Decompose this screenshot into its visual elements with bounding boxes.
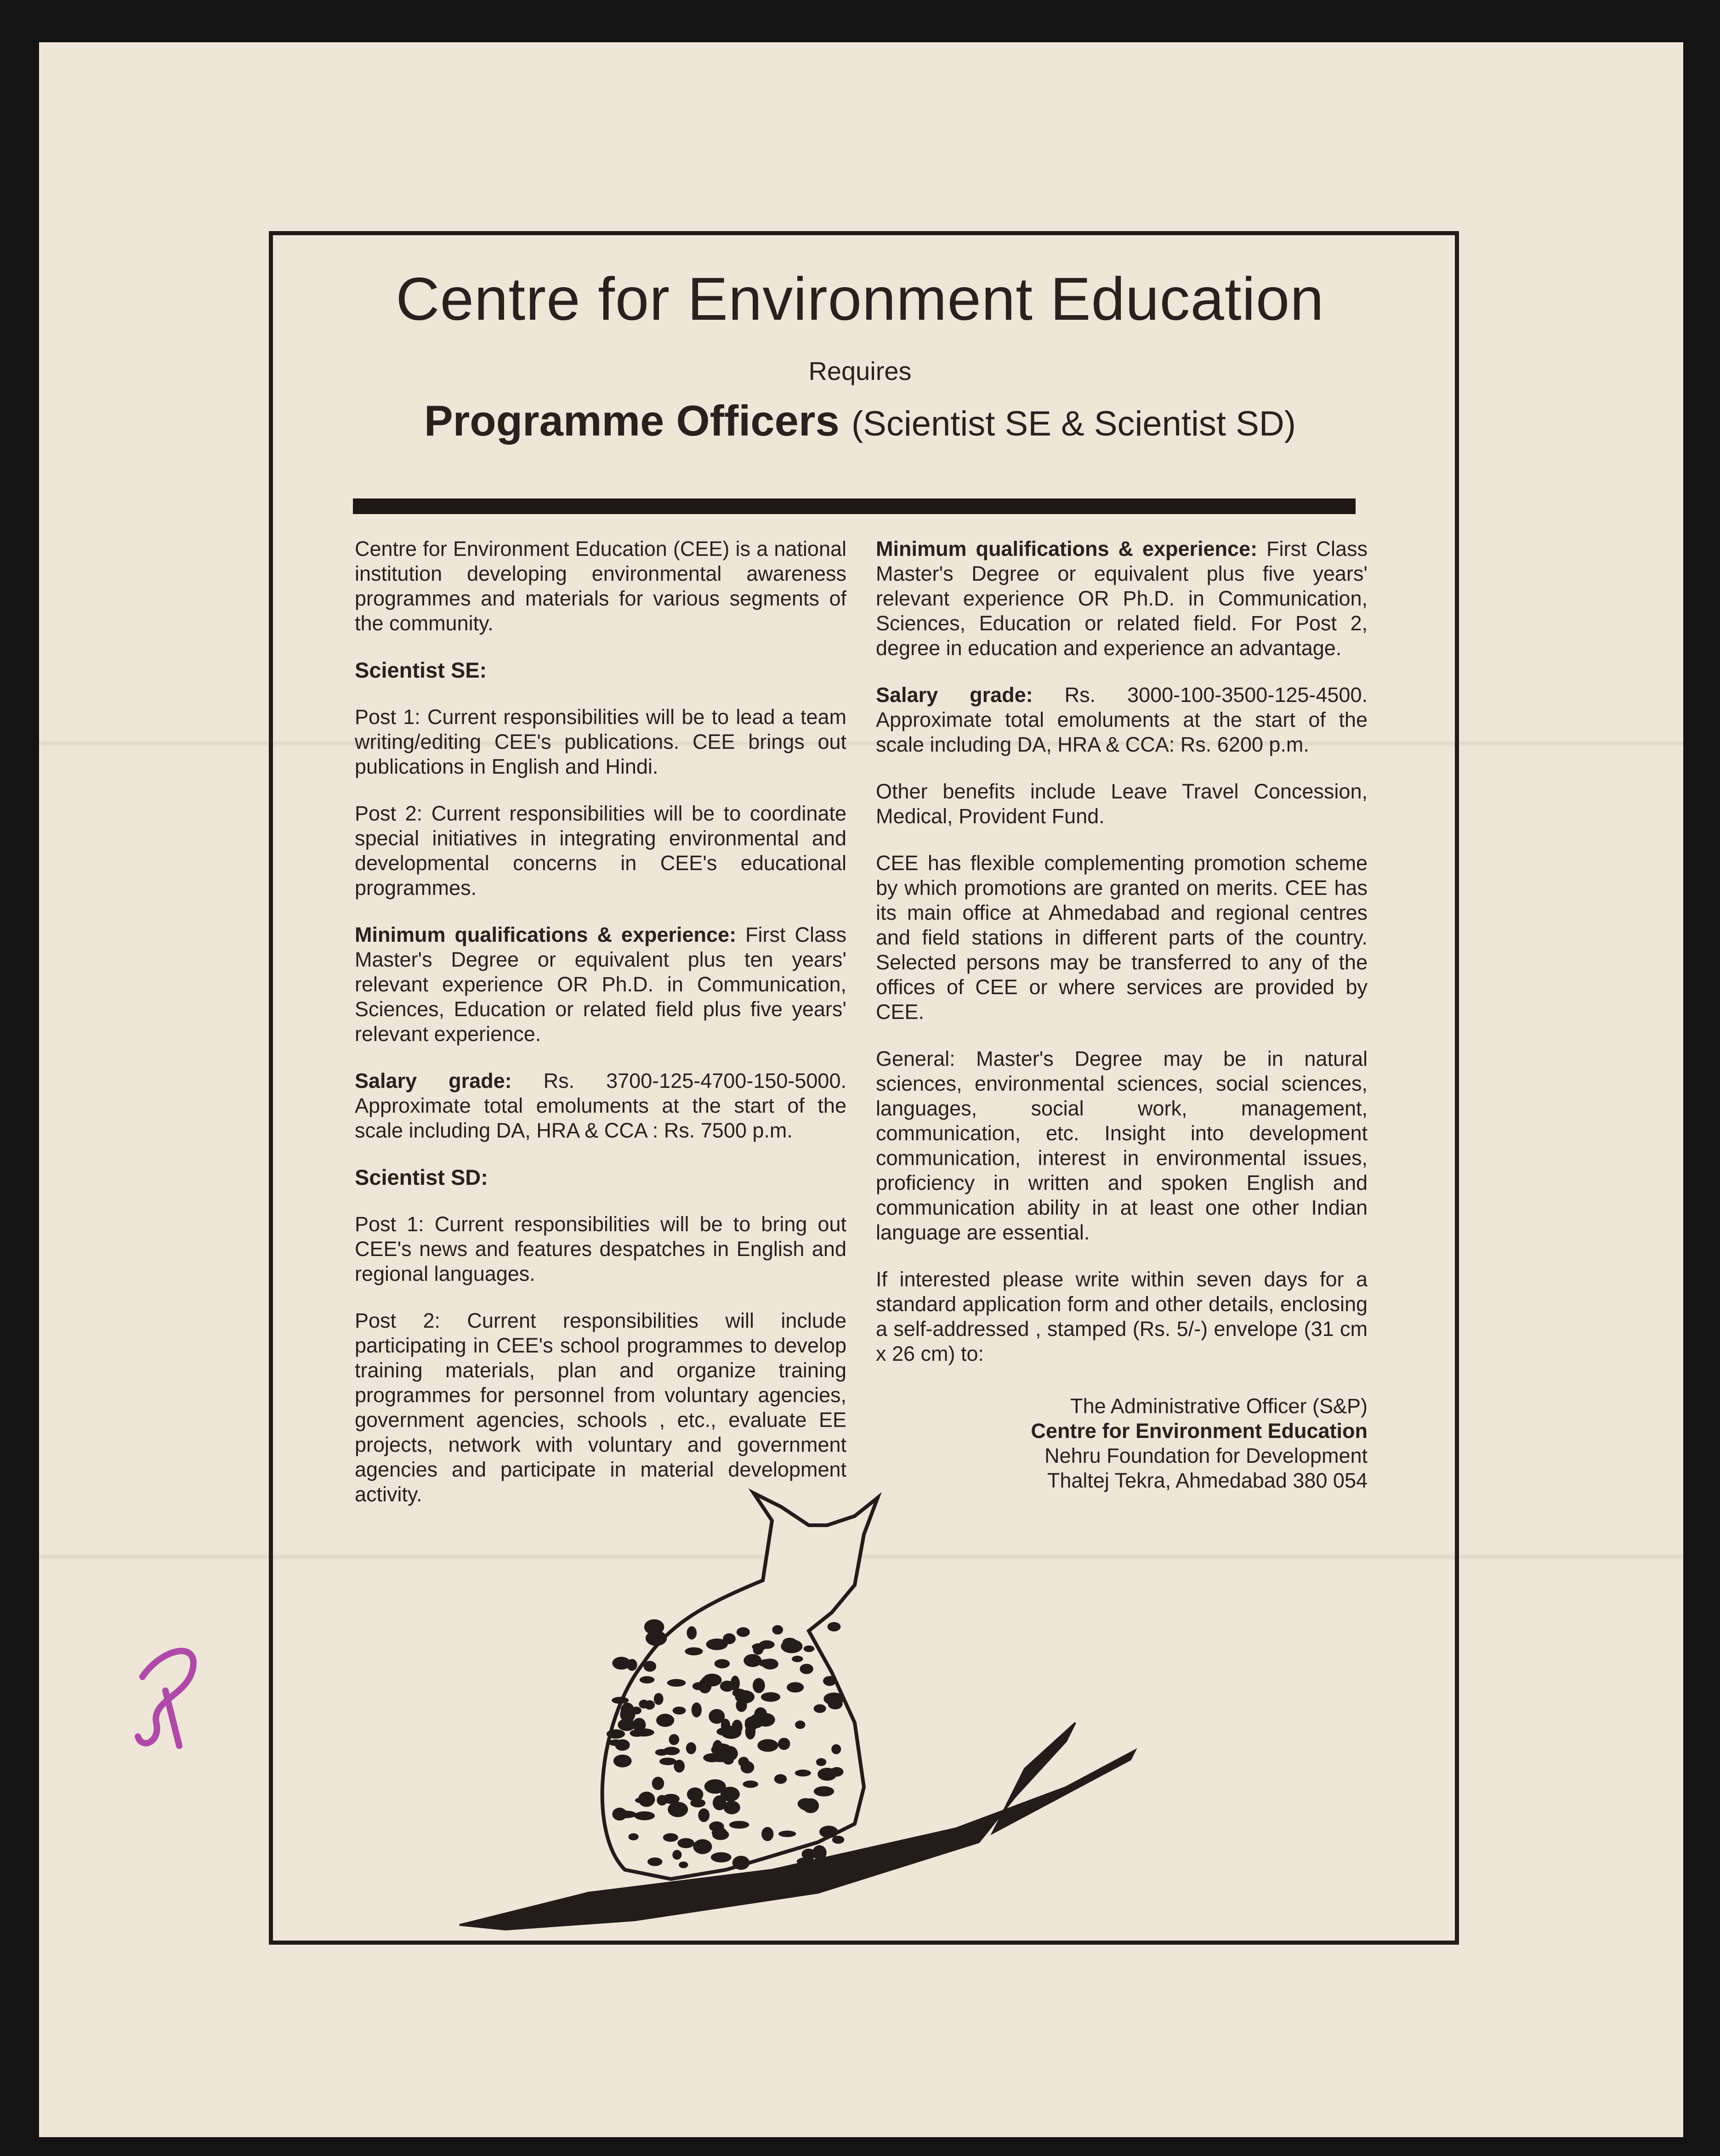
right-column bbox=[876, 537, 1368, 1515]
cat-spot bbox=[814, 1786, 834, 1796]
scientist-se-heading: Scientist SE: bbox=[355, 658, 487, 682]
cat-spot bbox=[800, 1664, 813, 1674]
divider-bar bbox=[353, 498, 1356, 514]
cat-spot bbox=[830, 1767, 843, 1777]
cat-spot bbox=[823, 1676, 836, 1686]
cat-spot bbox=[662, 1794, 680, 1804]
address-line2: Centre for Environment Education bbox=[1031, 1419, 1368, 1443]
position-detail: (Scientist SE & Scientist SD) bbox=[851, 404, 1296, 443]
cat-spot bbox=[831, 1744, 841, 1754]
cat-spot bbox=[667, 1679, 686, 1687]
sd-post2: Post 2: Current responsibilities will include participating in CEE's school programmes to develop training materials, plan and organize training programmes for personnel from voluntary agencies, government agencies, schools , etc., evaluate EE projects, network with voluntary and government agencies and participate in material development activity. bbox=[355, 1309, 846, 1506]
cat-spot bbox=[656, 1714, 674, 1727]
cat-spot bbox=[672, 1850, 681, 1860]
cat-spot bbox=[692, 1703, 702, 1718]
cat-spot bbox=[693, 1682, 705, 1690]
cat-spot bbox=[686, 1742, 696, 1754]
cat-spot bbox=[693, 1839, 712, 1854]
cat-spot bbox=[633, 1718, 646, 1732]
cat-spot bbox=[743, 1781, 758, 1788]
cat-spot bbox=[711, 1743, 732, 1756]
cat-spot bbox=[715, 1659, 730, 1668]
cat-spot bbox=[823, 1692, 844, 1705]
cat-spot bbox=[706, 1639, 728, 1650]
cat-spot bbox=[698, 1808, 710, 1822]
cat-spot bbox=[709, 1709, 725, 1724]
cat-spot bbox=[634, 1811, 655, 1820]
cat-spot bbox=[757, 1739, 778, 1752]
cat-spot bbox=[663, 1833, 678, 1842]
cat-spot bbox=[731, 1675, 740, 1691]
cat-spot bbox=[687, 1626, 697, 1640]
cat-spot bbox=[627, 1659, 637, 1671]
cat-spot bbox=[659, 1758, 676, 1765]
cat-spot bbox=[613, 1754, 632, 1767]
se-salary bbox=[355, 1069, 846, 1143]
cat-spot bbox=[607, 1729, 625, 1738]
cat-spot bbox=[737, 1627, 750, 1637]
cat-spot bbox=[795, 1720, 805, 1729]
cat-spot bbox=[787, 1682, 804, 1693]
cat-spot bbox=[679, 1862, 688, 1868]
cat-spot bbox=[735, 1690, 755, 1703]
cat-spot bbox=[761, 1827, 773, 1841]
cat-spot bbox=[828, 1622, 841, 1631]
position-bold: Programme Officers bbox=[424, 396, 840, 445]
cat-spot bbox=[716, 1828, 727, 1839]
se-salary-label: Salary grade: bbox=[355, 1069, 512, 1092]
cat-spot bbox=[753, 1646, 763, 1655]
cat-spot bbox=[663, 1747, 680, 1755]
cat-spot bbox=[630, 1730, 644, 1737]
cat-spot bbox=[761, 1692, 780, 1702]
cat-spot bbox=[753, 1678, 765, 1693]
se-qual-label: Minimum qualifications & experience: bbox=[355, 923, 737, 946]
general-paragraph: General: Master's Degree may be in natural sciences, environmental sciences, social sciences, languages, social work, management, communication, etc. Insight into development communication, interest in environmental issues, proficiency in written and spoken English and communication ability in at least one other Indian language are essential. bbox=[876, 1047, 1368, 1244]
cat-spot bbox=[723, 1801, 740, 1814]
sd-post1: Post 1: Current responsibilities will be to bring out CEE's news and features despatches in English and regional languages. bbox=[355, 1212, 846, 1285]
intro-paragraph: Centre for Environment Education (CEE) is a national institution developing environmental awareness programmes and materials for various segments of the community. bbox=[355, 537, 846, 635]
cat-spot bbox=[772, 1625, 783, 1635]
cat-spot bbox=[638, 1792, 655, 1807]
benefits-paragraph: Other benefits include Leave Travel Concession, Medical, Provident Fund. bbox=[876, 780, 1368, 828]
left-column bbox=[355, 537, 846, 1529]
sd-salary-label: Salary grade: bbox=[876, 683, 1033, 707]
address-line1: The Administrative Officer (S&P) bbox=[1070, 1394, 1368, 1418]
cat-spot bbox=[716, 1728, 731, 1736]
cat-spot bbox=[644, 1700, 655, 1710]
cat-spot bbox=[816, 1758, 826, 1766]
scientist-sd-heading: Scientist SD: bbox=[355, 1165, 488, 1189]
se-post1: Post 1: Current responsibilities will be to lead a team writing/editing CEE's publications. CEE brings out publications in English and Hindi. bbox=[355, 705, 846, 778]
cat-spot bbox=[732, 1856, 750, 1870]
cat-spot bbox=[612, 1697, 629, 1703]
cat-spot bbox=[643, 1661, 656, 1672]
requires-label: Requires bbox=[808, 357, 912, 385]
sd-salary-text: Rs. 3000-100-3500-125-4500. Approximate total emoluments at the start of the scale including DA, HRA & CCA: Rs. 6200 p.m. bbox=[876, 683, 1368, 756]
cat-spot bbox=[644, 1619, 664, 1635]
cat-spot bbox=[774, 1774, 787, 1784]
cat-spot bbox=[754, 1707, 767, 1722]
sd-qualifications bbox=[876, 537, 1368, 661]
cat-spot bbox=[654, 1693, 664, 1705]
purple-ink-mark bbox=[124, 1622, 216, 1760]
cat-spot bbox=[781, 1639, 802, 1653]
cat-spot bbox=[804, 1646, 815, 1652]
cat-spot bbox=[669, 1734, 679, 1745]
address-line3: Nehru Foundation for Development bbox=[1044, 1444, 1368, 1467]
cat-spot bbox=[802, 1849, 816, 1860]
cat-spot bbox=[647, 1857, 662, 1866]
cat-spot bbox=[729, 1821, 749, 1829]
cat-spot bbox=[819, 1826, 838, 1838]
sd-qual-text: First Class Master's Degree or equivalent plus five years' relevant experience OR Ph.D. in Communication, Sciences, Education or related field. For Post 2, degree in education and experience an advantage. bbox=[876, 537, 1368, 660]
cat-spot bbox=[615, 1811, 637, 1818]
sd-qual-label: Minimum qualifications & experience: bbox=[876, 537, 1258, 560]
cat-spot bbox=[652, 1777, 664, 1790]
apply-paragraph: If interested please write within seven days for a standard application form and other details, enclosing a self-addressed , stamped (Rs. 5/-) envelope (31 cm x 26 cm) to: bbox=[876, 1268, 1368, 1365]
cat-spot bbox=[745, 1724, 756, 1739]
cat-spot bbox=[778, 1738, 790, 1750]
se-salary-text: Rs. 3700-125-4700-150-5000. Approximate total emoluments at the start of the scale including DA, HRA & CCA : Rs. 7500 p.m. bbox=[355, 1069, 846, 1142]
cat-spot bbox=[704, 1779, 726, 1794]
cat-spot bbox=[744, 1654, 761, 1667]
cat-spot bbox=[814, 1704, 826, 1713]
address-line4: Thaltej Tekra, Ahmedabad 380 054 bbox=[1047, 1469, 1368, 1492]
cat-spot bbox=[711, 1852, 732, 1862]
cat-spot bbox=[741, 1761, 755, 1774]
se-qualifications bbox=[355, 922, 846, 1047]
cat-spot bbox=[628, 1833, 638, 1840]
cat-spot bbox=[615, 1739, 630, 1751]
cat-spot bbox=[668, 1802, 688, 1817]
cat-spot bbox=[792, 1656, 803, 1662]
cat-spot bbox=[795, 1770, 811, 1777]
cat-spot bbox=[799, 1799, 817, 1811]
position-title bbox=[0, 396, 1720, 446]
se-qual-text: First Class Master's Degree or equivalent plus ten years' relevant experience OR Ph.D. in Communication, Sciences, Education or related field plus five years' relevant experience. bbox=[355, 923, 846, 1046]
page-title: Centre for Environment Education bbox=[396, 265, 1324, 333]
cat-spot bbox=[832, 1836, 844, 1844]
se-post2: Post 2: Current responsibilities will be to coordinate special initiatives in integrating environmental and developmental concerns in CEE's educational programmes. bbox=[355, 802, 846, 900]
cat-spot bbox=[673, 1707, 686, 1715]
cat-spot bbox=[778, 1831, 796, 1837]
cat-spot bbox=[631, 1707, 641, 1715]
cat-spot bbox=[677, 1838, 694, 1848]
sd-salary bbox=[876, 683, 1368, 757]
leopard-cat-illustration bbox=[450, 1466, 1140, 1934]
cat-spot bbox=[687, 1788, 704, 1801]
cat-spot bbox=[640, 1676, 655, 1684]
cat-spot bbox=[685, 1647, 703, 1656]
promotion-paragraph: CEE has flexible complementing promotion scheme by which promotions are granted on merits. CEE has its main office at Ahmedabad and regional centres and field stations in different parts of the country. Selected persons may be transferred to any of the offices of CEE or where services are provided by CEE. bbox=[876, 851, 1368, 1024]
